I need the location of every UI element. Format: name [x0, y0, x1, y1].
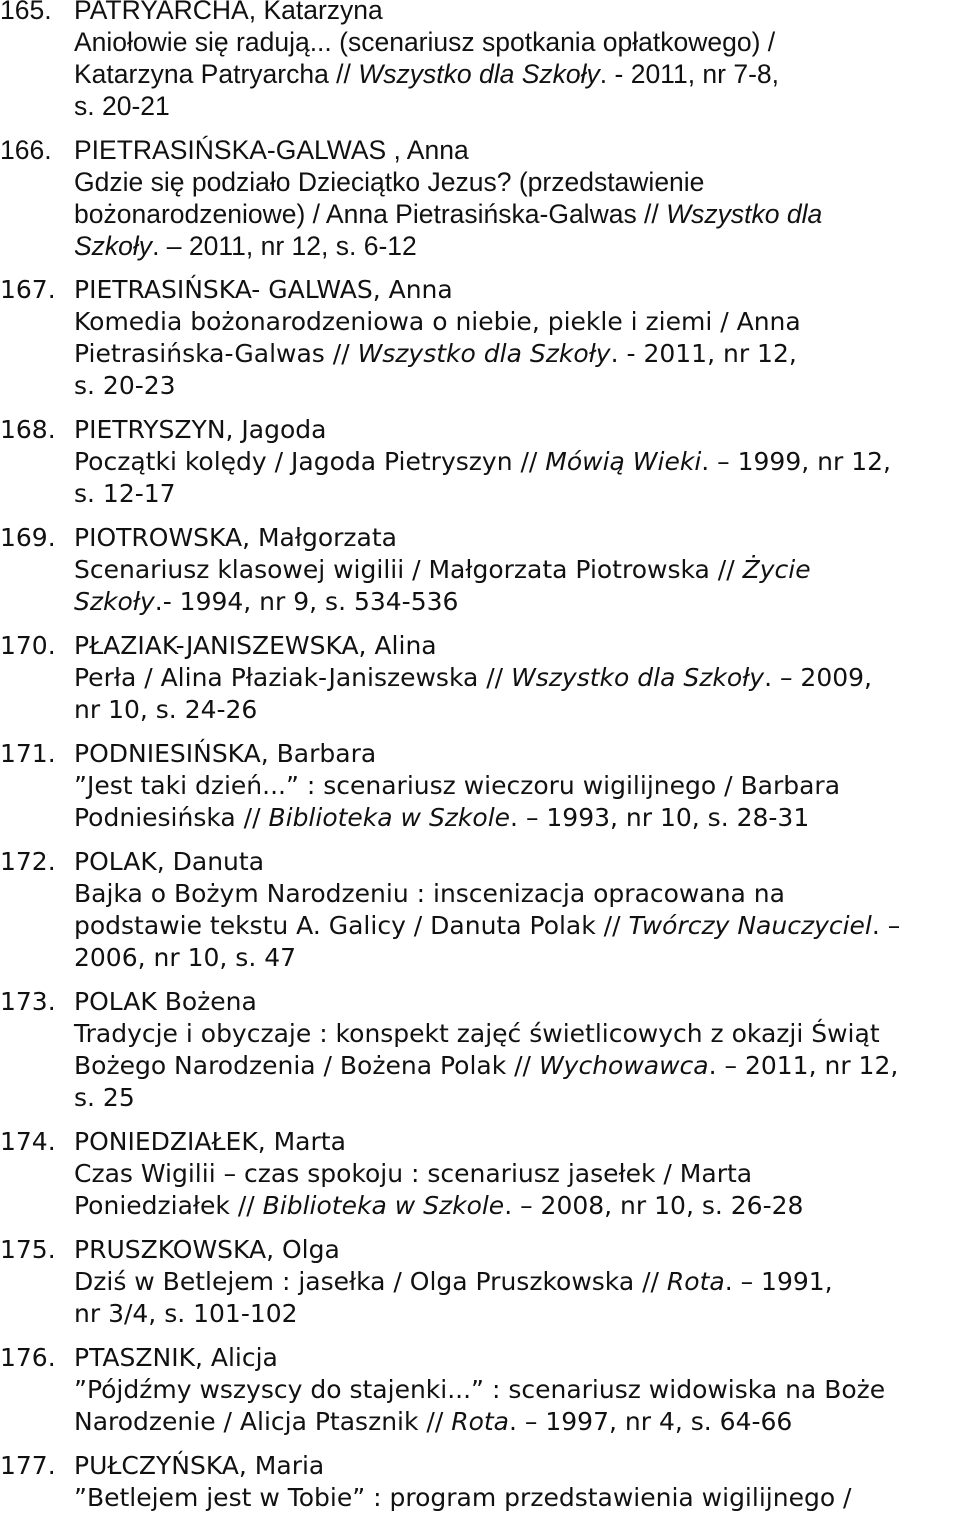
bibliography-entry: [0, 134, 960, 262]
entry-text: ”Pójdźmy wszyscy do stajenki...” : scenariusz widowiska na Boże: [74, 1375, 886, 1404]
entry-text: Podniesińska //: [74, 803, 269, 832]
source-title: Wszystko dla Szkoły: [358, 59, 600, 89]
source-title: Wszystko dla: [666, 199, 823, 229]
entry-number: 172.: [0, 847, 56, 876]
entry-text: ”Betlejem jest w Tobie” : program przedstawienia wigilijnego /: [74, 1483, 852, 1512]
entry-text: Pietrasińska-Galwas //: [74, 339, 358, 368]
entry-text: Bożego Narodzenia / Bożena Polak //: [74, 1051, 539, 1080]
entry-description-line: [74, 1190, 960, 1222]
entry-text: s. 20-21: [74, 91, 170, 121]
entry-text: . - 2011, nr 12,: [610, 339, 797, 368]
entry-text: .- 1994, nr 9, s. 534-536: [154, 587, 459, 616]
source-title: Wszystko dla Szkoły: [511, 663, 765, 692]
bibliography-entry: [0, 738, 960, 834]
entry-text: podstawie tekstu A. Galicy / Danuta Polak //: [74, 911, 629, 940]
source-title: Rota: [451, 1407, 510, 1436]
entry-number: 169.: [0, 523, 56, 552]
entry-description-line: [74, 1482, 960, 1514]
entry-text: Tradycje i obyczaje : konspekt zajęć świetlicowych z okazji Świąt: [74, 1019, 880, 1048]
entry-description-line: [74, 770, 960, 802]
entry-description-line: [74, 370, 960, 402]
entry-author: PODNIESIŃSKA, Barbara: [74, 739, 377, 768]
entry-text: s. 12-17: [74, 479, 176, 508]
entry-author: PŁAZIAK-JANISZEWSKA, Alina: [74, 631, 437, 660]
entry-number: 170.: [0, 631, 56, 660]
entry-text: . – 1997, nr 4, s. 64-66: [509, 1407, 793, 1436]
entry-description-line: [74, 90, 960, 122]
entry-description-line: [74, 586, 960, 618]
entry-author: PATRYARCHA, Katarzyna: [74, 0, 383, 25]
entry-text: nr 10, s. 24-26: [74, 695, 258, 724]
entry-number: 174.: [0, 1127, 56, 1156]
entry-author: POLAK Bożena: [74, 987, 257, 1016]
bibliography-entry: [0, 846, 960, 974]
entry-text: . – 2011, nr 12,: [708, 1051, 899, 1080]
entry-description-line: [74, 26, 960, 58]
entry-number: 167.: [0, 275, 56, 304]
bibliography-entry: [0, 986, 960, 1114]
entry-description-line: [74, 1266, 960, 1298]
entry-number: 165.: [0, 0, 52, 25]
entry-text: Narodzenie / Alicja Ptasznik //: [74, 1407, 452, 1436]
entry-description-line: [74, 166, 960, 198]
entry-author: PUŁCZYŃSKA, Maria: [74, 1451, 325, 1480]
entry-text: Gdzie się podziało Dzieciątko Jezus? (przedstawienie: [74, 167, 705, 197]
entry-description-line: [74, 1050, 960, 1082]
entry-text: Perła / Alina Płaziak-Janiszewska //: [74, 663, 512, 692]
entry-text: s. 25: [74, 1083, 135, 1112]
source-title: Życie: [742, 555, 811, 584]
entry-author: PIOTROWSKA, Małgorzata: [74, 523, 397, 552]
entry-description-line: [74, 1374, 960, 1406]
entry-text: . – 1999, nr 12,: [701, 447, 891, 476]
entry-author: PRUSZKOWSKA, Olga: [74, 1235, 340, 1264]
entry-description-line: [74, 694, 960, 726]
entry-author: PIETRASIŃSKA- GALWAS, Anna: [74, 275, 453, 304]
entry-number: 168.: [0, 415, 56, 444]
entry-text: . – 2009,: [764, 663, 873, 692]
entry-author: PIETRASIŃSKA-GALWAS , Anna: [74, 135, 469, 165]
entry-text: . –: [871, 911, 901, 940]
entry-author: PIETRYSZYN, Jagoda: [74, 415, 327, 444]
entry-description-line: [74, 910, 960, 942]
entry-number: 171.: [0, 739, 56, 768]
source-title: Biblioteka w Szkole: [268, 803, 511, 832]
entry-description-line: [74, 662, 960, 694]
bibliography-entry: [0, 1234, 960, 1330]
entry-description-line: [74, 1158, 960, 1190]
entry-text: Aniołowie się radują... (scenariusz spotkania opłatkowego) /: [74, 27, 776, 57]
source-title: Szkoły: [74, 587, 155, 616]
entry-text: . - 2011, nr 7-8,: [599, 59, 780, 89]
entry-description-line: [74, 306, 960, 338]
entry-description-line: [74, 478, 960, 510]
entry-text: . – 2008, nr 10, s. 26-28: [504, 1191, 804, 1220]
bibliography-entry: [0, 414, 960, 510]
source-title: Wychowawca: [538, 1051, 709, 1080]
bibliography-entry: [0, 1342, 960, 1438]
entry-description-line: [74, 58, 960, 90]
source-title: Szkoły: [74, 231, 153, 261]
entry-author: POLAK, Danuta: [74, 847, 265, 876]
bibliography-entry: [0, 274, 960, 402]
entry-number: 176.: [0, 1343, 56, 1372]
entry-number: 175.: [0, 1235, 56, 1264]
entry-text: Początki kolędy / Jagoda Pietryszyn //: [74, 447, 546, 476]
entry-text: Katarzyna Patryarcha //: [74, 59, 359, 89]
entry-description-line: [74, 1406, 960, 1438]
entry-description-line: [74, 1018, 960, 1050]
entry-number: 173.: [0, 987, 56, 1016]
entry-text: . – 1991,: [724, 1267, 833, 1296]
entry-author: PONIEDZIAŁEK, Marta: [74, 1127, 346, 1156]
entry-text: ”Jest taki dzień...” : scenariusz wieczoru wigilijnego / Barbara: [74, 771, 841, 800]
entry-text: 2006, nr 10, s. 47: [74, 943, 297, 972]
entry-text: bożonarodzeniowe) / Anna Pietrasińska-Galwas //: [74, 199, 667, 229]
bibliography-entry: [0, 630, 960, 726]
source-title: Mówią Wieki: [545, 447, 702, 476]
entry-text: Scenariusz klasowej wigilii / Małgorzata Piotrowska //: [74, 555, 743, 584]
source-title: Biblioteka w Szkole: [262, 1191, 505, 1220]
entry-description-line: [74, 1298, 960, 1330]
entry-number: 177.: [0, 1451, 56, 1480]
entry-text: Bajka o Bożym Narodzeniu : inscenizacja opracowana na: [74, 879, 785, 908]
bibliography-entry: [0, 0, 960, 122]
entry-text: Czas Wigilii – czas spokoju : scenariusz jasełek / Marta: [74, 1159, 753, 1188]
entry-description-line: [74, 878, 960, 910]
entry-text: . – 2011, nr 12, s. 6-12: [152, 231, 417, 261]
source-title: Twórczy Nauczyciel: [628, 911, 872, 940]
bibliography-entry: [0, 1126, 960, 1222]
entry-text: Dziś w Betlejem : jasełka / Olga Pruszkowska //: [74, 1267, 667, 1296]
entry-description-line: [74, 942, 960, 974]
entry-description-line: [74, 554, 960, 586]
entry-description-line: [74, 230, 960, 262]
entry-text: . – 1993, nr 10, s. 28-31: [510, 803, 810, 832]
entry-author: PTASZNIK, Alicja: [74, 1343, 278, 1372]
entry-text: s. 20-23: [74, 371, 176, 400]
entry-text: nr 3/4, s. 101-102: [74, 1299, 298, 1328]
bibliography-entry: [0, 522, 960, 618]
entry-number: 166.: [0, 135, 52, 165]
entry-text: Poniedziałek //: [74, 1191, 263, 1220]
source-title: Rota: [666, 1267, 725, 1296]
entry-text: Komedia bożonarodzeniowa o niebie, piekle i ziemi / Anna: [74, 307, 801, 336]
entry-description-line: [74, 446, 960, 478]
bibliography-entry: [0, 1450, 960, 1514]
entry-description-line: [74, 802, 960, 834]
source-title: Wszystko dla Szkoły: [357, 339, 611, 368]
entry-description-line: [74, 338, 960, 370]
entry-description-line: [74, 1082, 960, 1114]
entry-description-line: [74, 198, 960, 230]
